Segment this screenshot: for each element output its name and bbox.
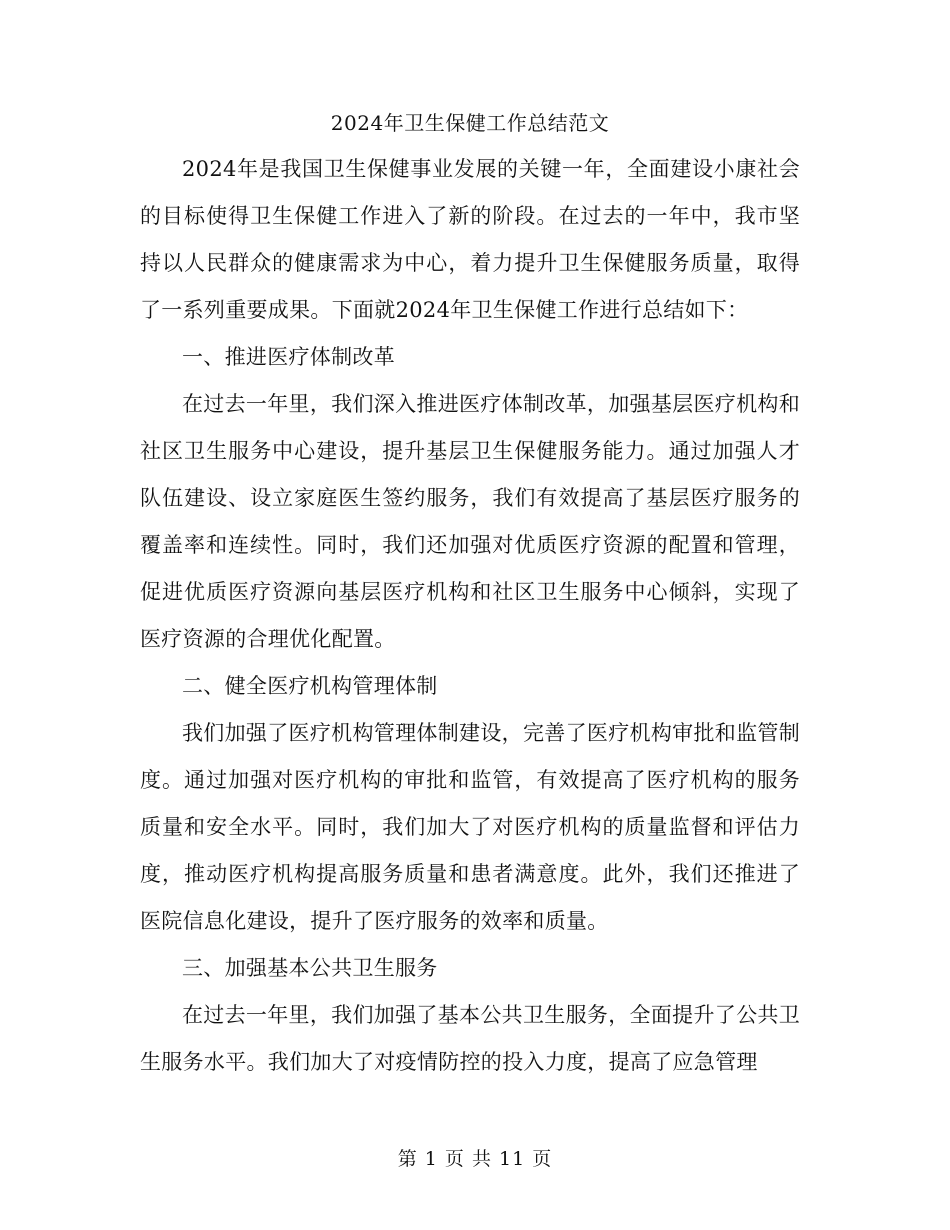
page-number-footer: 第 1 页 共 11 页 xyxy=(397,1148,553,1170)
document-title: 2024年卫生保健工作总结范文 xyxy=(330,111,610,135)
document-body xyxy=(140,100,800,1086)
section-paragraph-2: 我们加强了医疗机构管理体制建设，完善了医疗机构审批和监管制度。通过加强对医疗机构的审批和监管，有效提高了医疗机构的服务质量和安全水平。同时，我们加大了对医疗机构的质量监督和评估力度，推动医疗机构提高服务质量和患者满意度。此外，我们还推进了医院信息化建设，提升了医疗服务的效率和质量。 xyxy=(140,721,800,933)
section-heading-2: 二、健全医疗机构管理体制 xyxy=(182,674,438,698)
intro-paragraph: 2024年是我国卫生保健事业发展的关键一年，全面建设小康社会的目标使得卫生保健工作进入了新的阶段。在过去的一年中，我市坚持以人民群众的健康需求为中心，着力提升卫生保健服务质量，取得了一系列重要成果。下面就2024年卫生保健工作进行总结如下： xyxy=(140,157,800,322)
section-paragraph-3: 在过去一年里，我们加强了基本公共卫生服务，全面提升了公共卫生服务水平。我们加大了对疫情防控的投入力度，提高了应急管理 xyxy=(140,1003,800,1074)
section-paragraph-1: 在过去一年里，我们深入推进医疗体制改革，加强基层医疗机构和社区卫生服务中心建设，提升基层卫生保健服务能力。通过加强人才队伍建设、设立家庭医生签约服务，我们有效提高了基层医疗服务的覆盖率和连续性。同时，我们还加强对优质医疗资源的配置和管理，促进优质医疗资源向基层医疗机构和社区卫生服务中心倾斜，实现了医疗资源的合理优化配置。 xyxy=(140,392,800,651)
section-heading-3: 三、加强基本公共卫生服务 xyxy=(182,956,438,980)
section-heading-1: 一、推进医疗体制改革 xyxy=(182,345,395,369)
